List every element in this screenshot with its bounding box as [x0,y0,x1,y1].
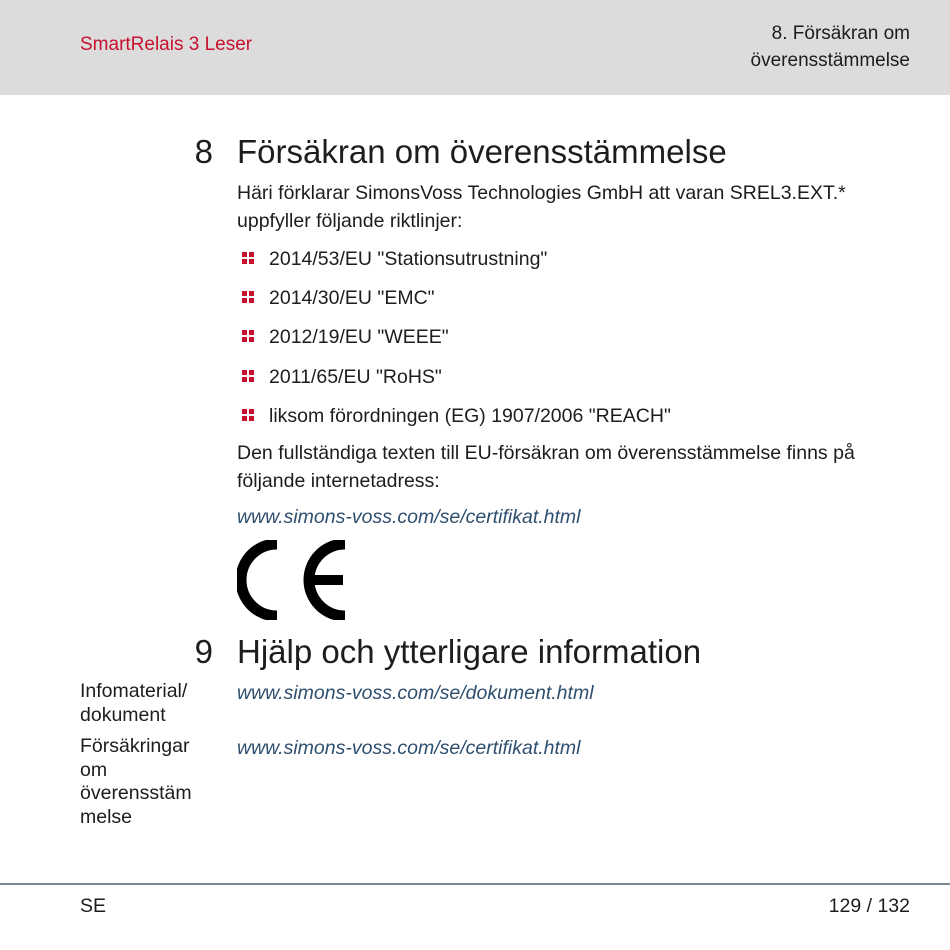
section-9-heading [0,632,950,672]
red-square-bullet-icon [242,330,255,343]
red-square-bullet-icon [242,291,255,304]
documents-link[interactable]: www.simons-voss.com/se/dokument.html [237,682,594,704]
red-square-bullet-icon [242,370,255,383]
red-square-bullet-icon [242,252,255,265]
section-8-heading [0,132,950,172]
header-chapter-title [751,20,910,74]
directive-item [237,402,671,441]
page-number: 129 / 132 [828,895,910,917]
section-9-title: Hjälp och ytterligare information [237,633,702,670]
info-material-label: Infomaterial/ dokument [80,680,188,726]
section-9-number: 9 [194,633,213,670]
footer-language: SE [80,895,107,917]
directive-item [237,284,671,323]
declarations-label: Försäkringar om överensstäm melse [80,735,192,828]
directive-text: 2011/65/EU "RoHS" [269,365,442,388]
directive-item [237,323,671,362]
footer-divider [0,883,950,885]
directive-item [237,245,671,284]
directive-text: 2014/53/EU "Stationsutrustning" [269,248,548,270]
directive-text: 2012/19/EU "WEEE" [269,326,449,349]
directive-list [237,245,671,441]
fulltext-note: Den fullständiga texten till EU-försäkran om överensstämmelse finns på följande internetadress: [237,442,855,492]
declarations-link[interactable]: www.simons-voss.com/se/certifikat.html [237,737,581,759]
red-square-bullet-icon [242,409,255,422]
header-chapter-line-2: överensstämmelse [750,50,910,71]
section-8-number: 8 [194,133,213,170]
section-8-title: Försäkran om överensstämmelse [237,133,727,170]
ce-mark-logo [237,540,349,625]
directive-text: 2014/30/EU "EMC" [269,287,435,310]
header-chapter-line-1: 8. Försäkran om [771,23,910,44]
directive-item [237,363,671,402]
page-header [0,0,950,95]
certificate-link[interactable]: www.simons-voss.com/se/certifikat.html [237,506,581,528]
brand-title: SmartRelais 3 Leser [80,34,253,55]
section-8-intro: Häri förklarar SimonsVoss Technologies GmbH att varan SREL3.EXT.* uppfyller följande riktlinjer: [237,182,846,232]
directive-text: liksom förordningen (EG) 1907/2006 "REACH" [269,404,671,427]
